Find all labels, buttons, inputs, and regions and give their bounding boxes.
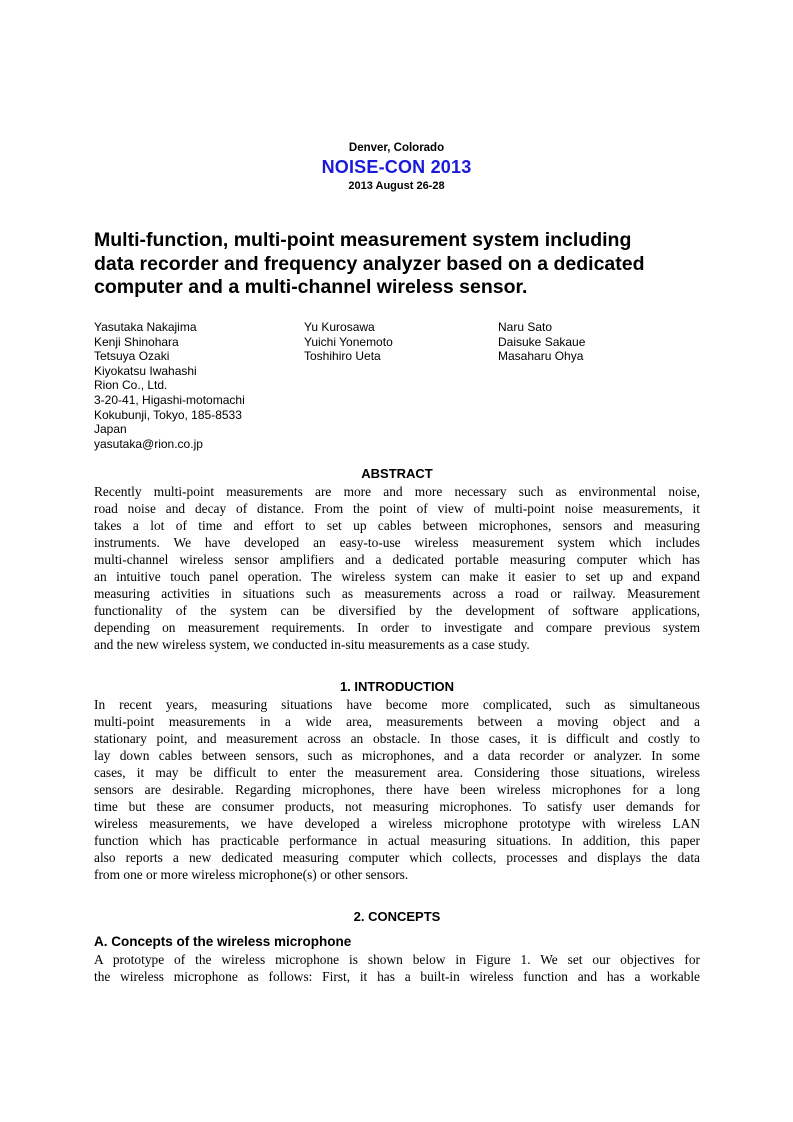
paper-title [94,229,714,300]
text-line: the wireless microphone as follows: First, it has a built-in wireless function and has a workable [94,969,700,984]
contact-email: yasutaka@rion.co.jp [94,436,203,451]
author-block-2 [304,320,393,364]
text-line: sensors are desirable. Regarding microphones, there have been wireless microphones for a long [94,782,700,797]
conference-name: NOISE-CON 2013 [321,157,472,177]
affiliation-country: Japan [94,422,127,437]
text-line: multi-point measurements in a wide area, measurements between a moving object and a [94,714,700,729]
author-block-3 [498,320,585,364]
text-line: stationary point, and measurement across an obstacle. In those cases, it is difficult and costly to [94,731,700,746]
text-line: function which has practicable performance in actual measuring situations. In addition, this paper [94,833,700,848]
conference-location: Denver, Colorado [348,142,445,154]
concepts-heading: 2. CONCEPTS [353,909,441,924]
concepts-paragraph [94,951,700,985]
text-line: measuring activities in situations such as measurements across a road or railway. Measurement [94,586,700,601]
author-block-rion [94,320,245,451]
text-line: also reports a new dedicated measuring computer which collects, processes and displays the data [94,850,700,865]
text-line: and the new wireless system, we conducted in-situ measurements as a case study. [94,637,530,652]
text-line: instruments. We have developed an easy-to-use wireless measurement system which includes [94,535,700,550]
abstract-paragraph [94,483,700,653]
text-line: depending on measurement requirements. In order to investigate and compare previous system [94,620,700,635]
text-line: time but these are consumer products, not measuring microphones. To satisfy user demands for [94,799,700,814]
text-line: cases, it may be difficult to enter the measurement area. Considering those situations, wireless [94,765,700,780]
text-line: takes a lot of time and effort to set up cables between microphones, sensors and measuring [94,518,700,533]
text-line: lay down cables between sensors, such as microphones, and a data recorder or analyzer. In some [94,748,700,763]
author-name: Tetsuya Ozaki [94,349,170,364]
text-line: wireless measurements, we have developed a wireless microphone prototype with wireless LAN [94,816,700,831]
author-name: Yu Kurosawa [304,320,375,334]
concepts-subheading: A. Concepts of the wireless microphone [94,934,352,949]
text-line: multi-channel wireless sensor amplifiers and a dedicated portable measuring computer which has [94,552,700,567]
author-name: Yuichi Yonemoto [304,334,393,349]
text-line: In recent years, measuring situations have become more complicated, such as simultaneous [94,697,700,712]
author-name: Kenji Shinohara [94,334,179,349]
title-line: Multi-function, multi-point measurement system including [94,229,632,251]
author-name: Toshihiro Ueta [304,349,381,364]
text-line: A prototype of the wireless microphone is shown below in Figure 1. We set our objectives for [94,952,700,967]
author-name: Masaharu Ohya [498,349,584,364]
text-line: an intuitive touch panel operation. The wireless system can make it easier to set up and expand [94,569,700,584]
affiliation-address: 3-20-41, Higashi-motomachi [94,392,245,407]
introduction-heading: 1. INTRODUCTION [339,679,455,694]
text-line: Recently multi-point measurements are more and more necessary such as environmental noise, [94,484,700,499]
title-line: data recorder and frequency analyzer based on a dedicated [94,252,645,275]
author-name: Kiyokatsu Iwahashi [94,363,197,378]
introduction-paragraph [94,696,700,883]
conference-dates: 2013 August 26-28 [348,180,445,192]
title-line: computer and a multi-channel wireless sensor. [94,276,528,298]
affiliation-name: Rion Co., Ltd. [94,378,168,393]
affiliation-city: Kokubunji, Tokyo, 185-8533 [94,407,242,422]
abstract-heading: ABSTRACT [361,466,433,481]
text-line: from one or more wireless microphone(s) or other sensors. [94,867,409,882]
author-name: Naru Sato [498,320,553,334]
author-name: Yasutaka Nakajima [94,320,197,334]
text-line: road noise and decay of distance. From the point of view of multi-point noise measurements, it [94,501,700,516]
text-line: functionality of the system can be diversified by the development of software applications, [94,603,700,618]
author-name: Daisuke Sakaue [498,334,586,349]
